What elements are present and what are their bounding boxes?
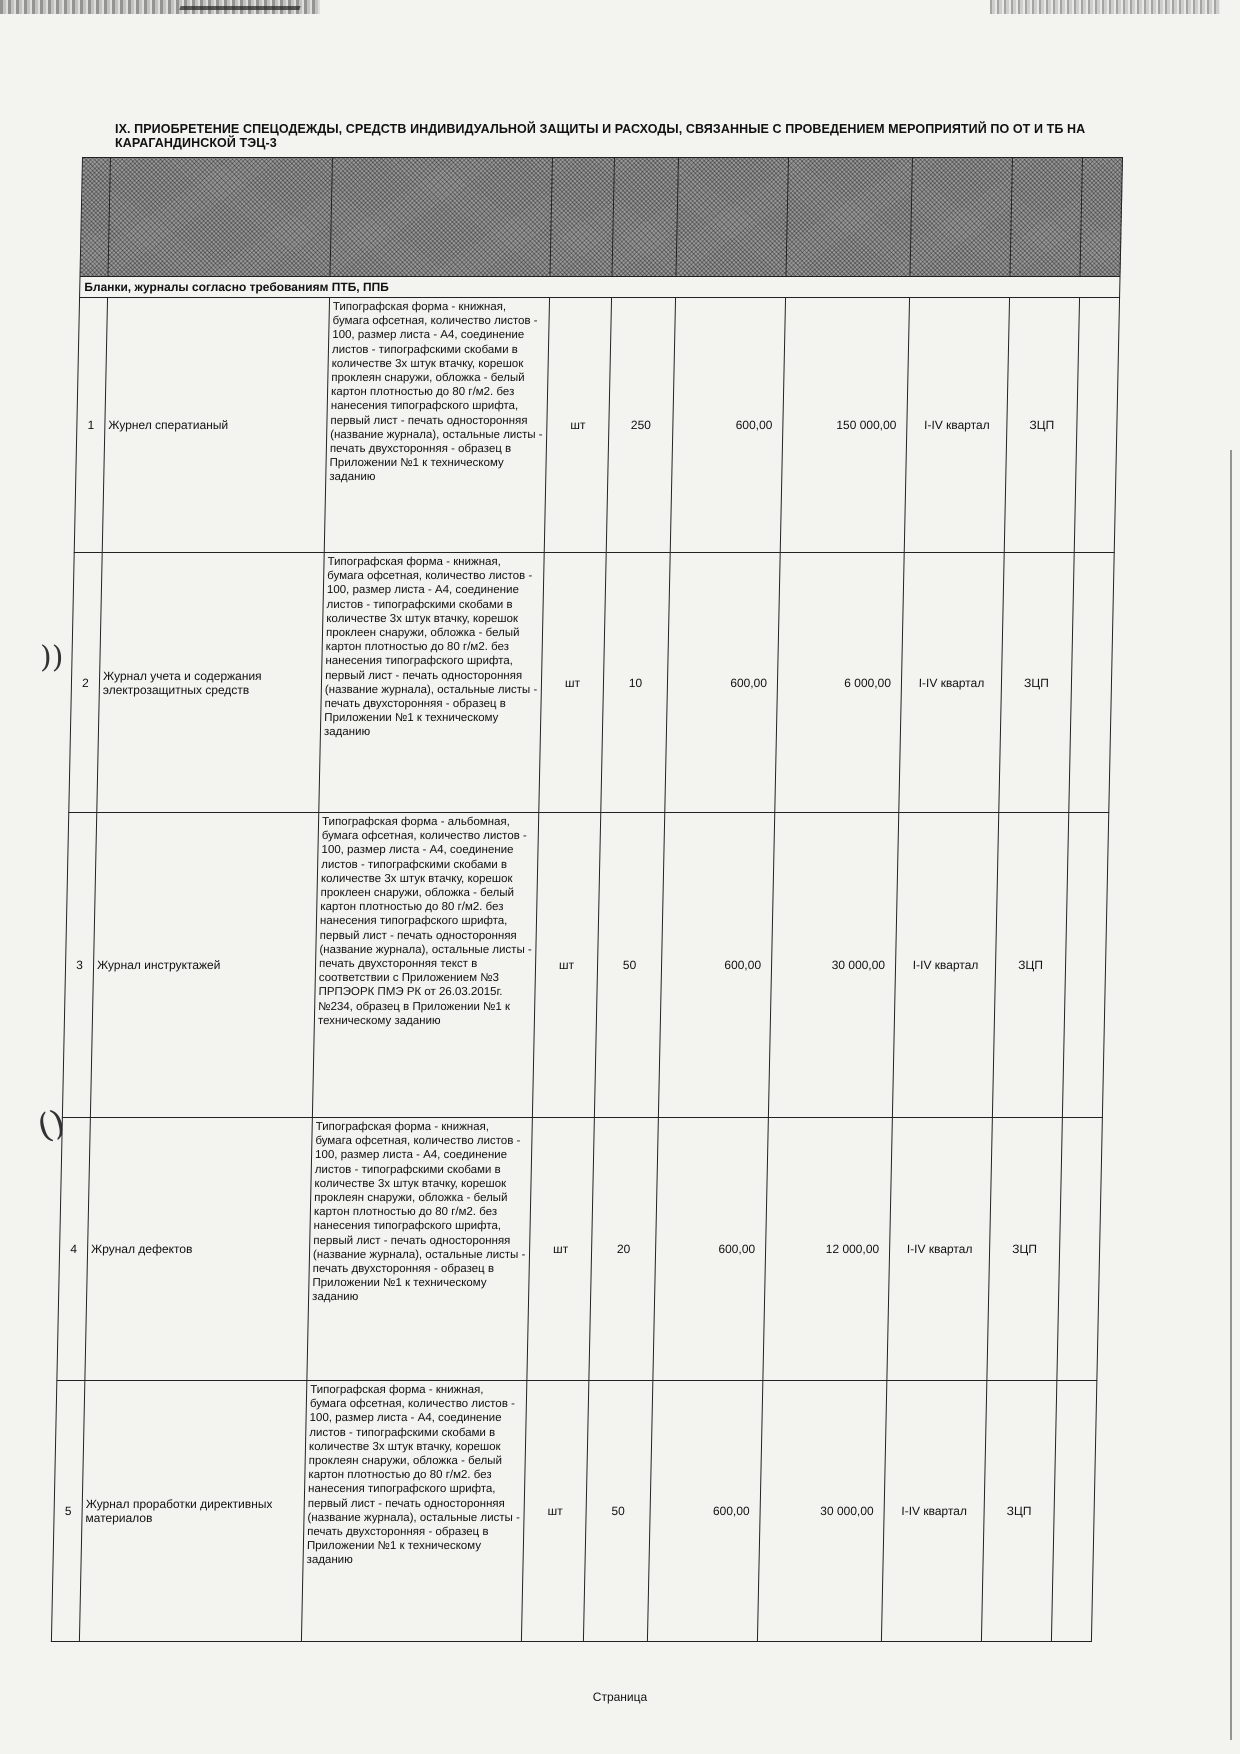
item-unit: шт — [544, 298, 611, 553]
item-quantity: 250 — [606, 298, 675, 553]
header-cell-obscured — [612, 158, 678, 277]
item-unit: шт — [521, 1381, 588, 1642]
scan-artifact-top-right — [990, 0, 1220, 14]
empty-cell — [1062, 813, 1108, 1118]
item-price: 600,00 — [658, 813, 774, 1118]
row-number: 5 — [51, 1381, 84, 1642]
header-cell-obscured — [550, 158, 614, 277]
header-cell-obscured — [1080, 158, 1122, 277]
item-description: Типографская форма - книжная, бумага офсетная, количество листов - 100, размер листа - А4, соединение листов - типографскими скобами в количестве 3х штук втачку, корешок проклеян снаружи, обложка - белый картон плотностью до 80 г/м2. без нанесения типографского шрифта, первый лист - печать односторонняя (название журнала), остальные листы - печать двухсторонняя - образец в Приложении №1 к техническому заданию — [324, 298, 549, 553]
item-quantity: 50 — [583, 1381, 652, 1642]
empty-cell — [1051, 1381, 1096, 1642]
staple-hole-mark-icon: )) — [40, 640, 64, 675]
item-sum: 6 000,00 — [775, 553, 904, 813]
procurement-table-sheet — [51, 157, 1122, 1642]
table-header-row-obscured — [80, 158, 1122, 277]
row-number: 1 — [74, 298, 107, 553]
item-unit: шт — [527, 1118, 595, 1381]
item-name: Журнал инструктажей — [90, 813, 318, 1118]
item-quantity: 50 — [594, 813, 664, 1118]
item-place: ЗЦП — [981, 1381, 1056, 1642]
item-unit: шт — [532, 813, 600, 1118]
row-number: 3 — [62, 813, 96, 1118]
header-cell-obscured — [80, 158, 110, 277]
item-description: Типографская форма - книжная, бумага офсетная, количество листов - 100, размер листа - А4, соединение листов - типографскими скобами в количестве 3х штук втачку, корешок проклеян снаружи, обложка - белый картон плотностью до 80 г/м2. без нанесения типографского шрифта, первый лист - печать односторонняя (название журнала), остальные листы - печать двухсторонняя - образец в Приложении №1 к техническому заданию — [307, 1118, 533, 1381]
item-term: I-IV квартал — [887, 1118, 993, 1381]
scan-artifact-top-left-mark — [179, 6, 300, 10]
row-number: 2 — [69, 553, 102, 813]
table-row — [62, 813, 1108, 1118]
table-row — [74, 298, 1119, 553]
row-number: 4 — [57, 1118, 91, 1381]
item-description: Типографская форма - книжная, бумага офсетная, количество листов - 100, размер листа - А4, соединение листов - типографскими скобами в количестве 3х штук втачку, корешок проклеен снаружи, обложка - белый картон плотностью до 80 г/м2. без нанесения типографского шрифта, первый лист - печать односторонняя (название журнала), остальные листы - печать двухсторонняя - образец в Приложении №1 к техническому заданию — [319, 553, 544, 813]
item-name: Журнал проработки директивных материалов — [79, 1381, 306, 1642]
empty-cell — [1057, 1118, 1103, 1381]
item-place: ЗЦП — [999, 553, 1074, 813]
header-cell-obscured — [330, 158, 552, 277]
item-price: 600,00 — [653, 1118, 769, 1381]
header-cell-obscured — [910, 158, 1012, 277]
item-sum: 150 000,00 — [780, 298, 909, 553]
scan-artifact-right-edge — [1230, 450, 1232, 1740]
item-term: I-IV квартал — [881, 1381, 986, 1642]
empty-cell — [1069, 553, 1114, 813]
item-price: 600,00 — [670, 298, 785, 553]
item-place: ЗЦП — [1004, 298, 1079, 553]
staple-hole-mark-icon: () — [33, 1102, 70, 1148]
item-term: I-IV квартал — [899, 553, 1004, 813]
table-row — [69, 553, 1114, 813]
header-cell-obscured — [1010, 158, 1082, 277]
item-term: I-IV квартал — [904, 298, 1009, 553]
document-title: IX. ПРИОБРЕТЕНИЕ СПЕЦОДЕЖДЫ, СРЕДСТВ ИНДИВИДУАЛЬНОЙ ЗАЩИТЫ И РАСХОДЫ, СВЯЗАННЫЕ С ПРОВЕДЕНИЕМ МЕРОПРИЯТИЙ ПО ОТ И ТБ НА КАРАГАНДИНСКОЙ ТЭЦ-3 — [115, 122, 1086, 150]
page-footer: Страница — [592, 1690, 648, 1704]
item-price: 600,00 — [665, 553, 780, 813]
item-term: I-IV квартал — [892, 813, 998, 1118]
item-name: Журнал учета и содержания электрозащитных средств — [97, 553, 324, 813]
item-description: Типографская форма - книжная, бумага офсетная, количество листов - 100, размер листа - А4, соединение листов - типографскими скобами в количестве 3х штук втачку, корешок проклеян снаружи, обложка - белый картон плотностью до 80 г/м2. без нанесения типографского шрифта, первый лист - печать односторонняя (название журнала), остальные листы - печать двухсторонняя - образец в Приложении №1 к техническому заданию — [301, 1381, 526, 1642]
item-sum: 30 000,00 — [757, 1381, 886, 1642]
item-sum: 12 000,00 — [763, 1118, 893, 1381]
empty-cell — [1074, 298, 1119, 553]
header-cell-obscured — [676, 158, 788, 277]
item-unit: шт — [539, 553, 606, 813]
item-quantity: 20 — [589, 1118, 659, 1381]
section-row — [80, 277, 1120, 298]
procurement-table — [51, 157, 1123, 1642]
item-quantity: 10 — [601, 553, 670, 813]
header-cell-obscured — [108, 158, 332, 277]
item-price: 600,00 — [647, 1381, 762, 1642]
table-row — [57, 1118, 1103, 1381]
table-row — [51, 1381, 1096, 1642]
section-label: Бланки, журналы согласно требованиям ПТБ, ППБ — [80, 277, 1120, 298]
item-description: Типографская форма - альбомная, бумага офсетная, количество листов - 100, размер листа - А4, соединение листов - типографскими скобами в количестве 3х штук втачку, корешок проклеен снаружи, обложка - белый картон плотностью до 80 г/м2. без нанесения типографского шрифта, первый лист - печать односторонняя (название журнала), остальные листы - печать двухсторонняя текст в соответствии с Приложением №3 ПРПЭОРК ПМЭ РК от 26.03.2015г. №234, образец в Приложении №1 к техническому заданию — [312, 813, 538, 1118]
item-sum: 30 000,00 — [768, 813, 898, 1118]
header-cell-obscured — [786, 158, 912, 277]
item-place: ЗЦП — [992, 813, 1068, 1118]
item-name: Жрунал дефектов — [85, 1118, 313, 1381]
item-name: Журнел сператианый — [102, 298, 329, 553]
item-place: ЗЦП — [987, 1118, 1063, 1381]
